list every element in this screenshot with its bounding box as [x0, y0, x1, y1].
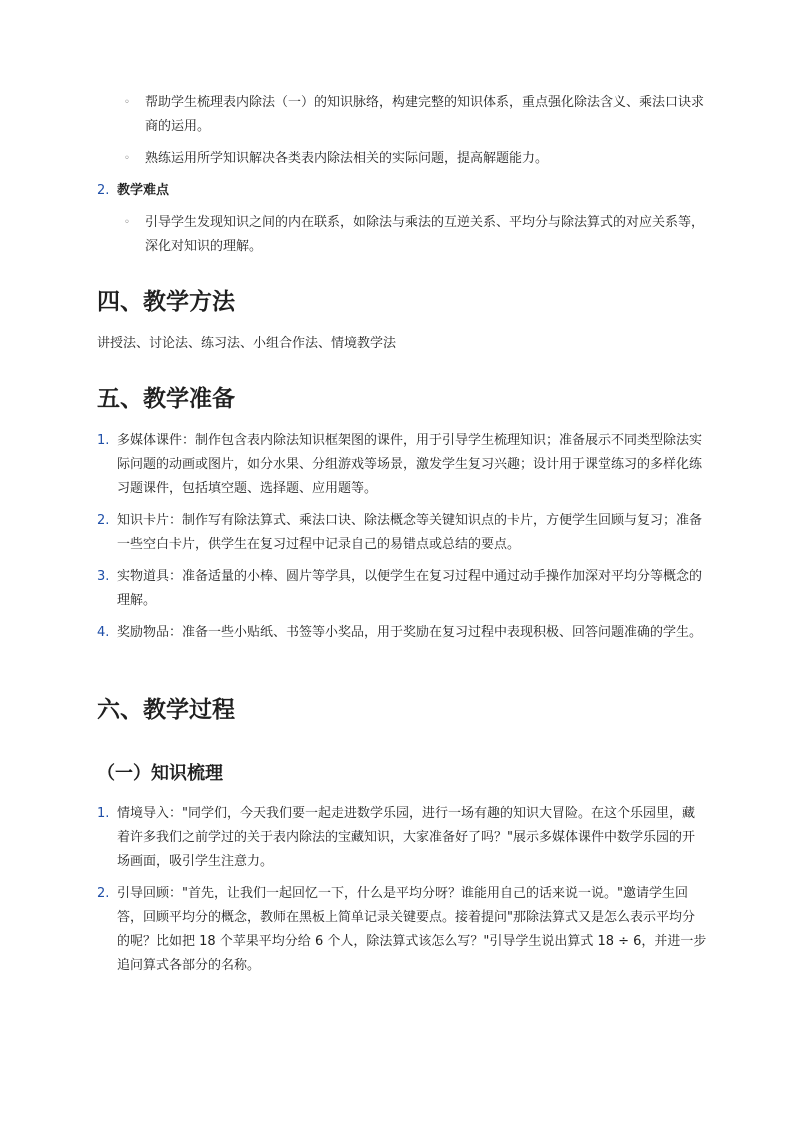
bullet-text: 帮助学生梳理表内除法（一）的知识脉络，构建完整的知识体系，重点强化除法含义、乘法口诀求商的运用。	[145, 95, 705, 134]
bullet-marker: ◦	[124, 153, 130, 164]
prep-item-multimedia: 多媒体课件：制作包含表内除法知识框架图的课件，用于引导学生梳理知识；准备展示不同类型除法实际问题的动画或图片，如分水果、分组游戏等场景，激发学生复习兴趣；设计用于课堂练习的多样化练习题课件，包括填空题、选择题、应用题等。	[117, 433, 703, 496]
subsection-heading-review: （一）知识梳理	[97, 763, 223, 784]
list-number: 2.	[97, 886, 110, 901]
bullet-text: 熟练运用所学知识解决各类表内除法相关的实际问题，提高解题能力。	[145, 151, 549, 166]
prep-item-props: 实物道具：准备适量的小棒、圆片等学具，以便学生在复习过程中通过动手操作加深对平均分等概念的理解。	[117, 569, 703, 608]
list-number: 3.	[97, 569, 110, 584]
list-number: 4.	[97, 625, 110, 640]
section-heading-preparation: 五、教学准备	[97, 386, 235, 412]
bullet-marker: ◦	[124, 217, 130, 228]
bullet-text: 引导学生发现知识之间的内在联系，如除法与乘法的互逆关系、平均分与除法算式的对应关系等，深化对知识的理解。	[145, 215, 705, 254]
bullet-marker: ◦	[124, 97, 130, 108]
list-number: 2.	[97, 513, 110, 528]
methods-text: 讲授法、讨论法、练习法、小组合作法、情境教学法	[97, 336, 397, 351]
section-heading-methods: 四、教学方法	[97, 289, 235, 315]
process-item-intro: 情境导入："同学们，今天我们要一起走进数学乐园，进行一场有趣的知识大冒险。在这个乐园里，藏着许多我们之前学过的关于表内除法的宝藏知识，大家准备好了吗？"展示多媒体课件中数学乐园的开场画面，吸引学生注意力。	[117, 806, 695, 869]
prep-item-rewards: 奖励物品：准备一些小贴纸、书签等小奖品，用于奖励在复习过程中表现积极、回答问题准确的学生。	[117, 625, 703, 640]
list-number: 1.	[97, 433, 110, 448]
prep-item-cards: 知识卡片：制作写有除法算式、乘法口诀、除法概念等关键知识点的卡片，方便学生回顾与复习；准备一些空白卡片，供学生在复习过程中记录自己的易错点或总结的要点。	[117, 513, 703, 552]
difficulty-title: 教学难点	[117, 183, 170, 198]
list-number: 1.	[97, 806, 110, 821]
section-heading-process: 六、教学过程	[97, 697, 235, 723]
process-item-recall: 引导回顾："首先，让我们一起回忆一下，什么是平均分呀？谁能用自己的话来说一说。"邀请学生回答，回顾平均分的概念，教师在黑板上简单记录关键要点。接着提问"那除法算式又是怎么表示平均分的呢？比如把 18 个苹果平均分给 6 个人，除法算式该怎么写？"引导学生说出算式 18 ÷ 6，并进一步追问算式各部分的名称。	[117, 886, 707, 973]
list-number: 2.	[97, 183, 110, 198]
